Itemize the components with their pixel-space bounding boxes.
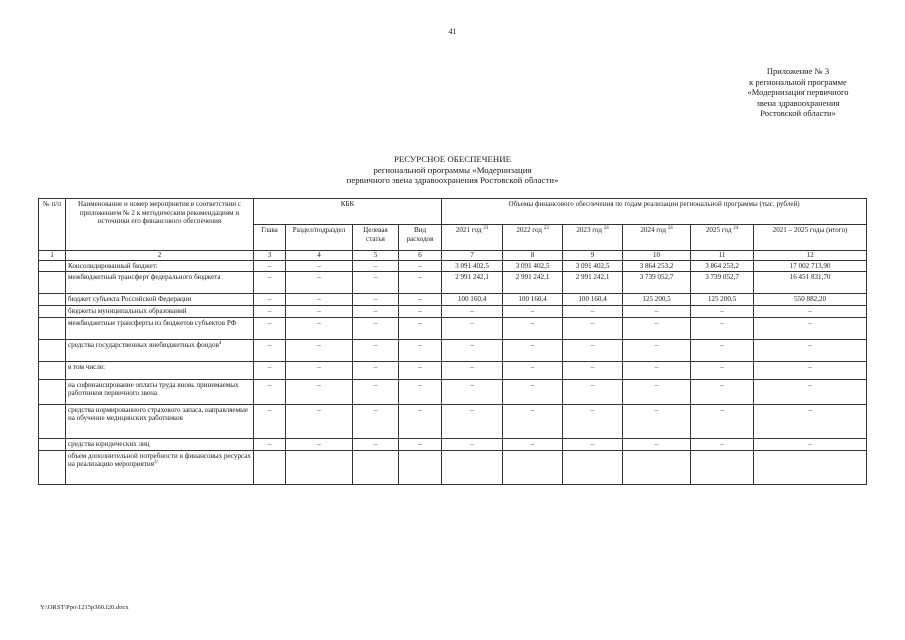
kbk-cell (399, 450, 442, 484)
kbk-cell: – (353, 294, 399, 306)
kbk-cell (286, 450, 353, 484)
value-cell: – (691, 438, 754, 450)
header-year-2023 (563, 225, 623, 251)
header-celevaya: Целевая статья (353, 225, 399, 251)
value-cell: – (691, 306, 754, 318)
footnote-ref: 4 (218, 340, 222, 346)
column-index: 11 (691, 251, 754, 261)
row-name-cell (66, 450, 254, 484)
value-cell: 125 200,5 (691, 294, 754, 306)
kbk-cell: – (286, 379, 353, 404)
value-cell: 3 864 253,2 (691, 260, 754, 272)
document-title (0, 154, 905, 186)
value-cell: – (563, 339, 623, 361)
value-cell: – (691, 361, 754, 379)
row-name-cell (66, 260, 254, 272)
table-body (39, 260, 867, 484)
kbk-cell: – (254, 379, 286, 404)
row-number-cell (39, 294, 66, 306)
row-name-cell (66, 306, 254, 318)
row-number-cell (39, 450, 66, 484)
value-cell: – (623, 379, 691, 404)
header-num: № п/п (39, 199, 66, 251)
kbk-cell: – (353, 438, 399, 450)
kbk-cell: – (353, 339, 399, 361)
footnote-ref: 3/ (153, 460, 158, 466)
kbk-cell: – (399, 404, 442, 438)
kbk-cell: – (254, 260, 286, 272)
table-row (39, 450, 867, 484)
table-row (39, 379, 867, 404)
column-index: 1 (39, 251, 66, 261)
kbk-cell: – (353, 404, 399, 438)
value-cell: 3 091 402,5 (503, 260, 563, 272)
kbk-cell: – (353, 260, 399, 272)
kbk-cell: – (254, 438, 286, 450)
footnote-ref: 23 (543, 226, 549, 231)
value-cell: 3 864 253,2 (623, 260, 691, 272)
row-name-cell (66, 317, 254, 339)
kbk-cell: – (399, 361, 442, 379)
header-total: 2021 – 2025 годы (итого) (754, 225, 867, 251)
kbk-cell: – (254, 317, 286, 339)
year-label: 2024 год (640, 226, 666, 234)
column-index: 7 (442, 251, 503, 261)
column-index: 10 (623, 251, 691, 261)
value-cell: – (623, 306, 691, 318)
column-index: 9 (563, 251, 623, 261)
appendix-line: к региональной программе (749, 76, 847, 87)
kbk-cell: – (353, 361, 399, 379)
value-cell: – (691, 379, 754, 404)
row-name: бюджет субъекта Российской Федерации (68, 295, 192, 304)
kbk-cell: – (353, 306, 399, 318)
kbk-cell: – (286, 404, 353, 438)
kbk-cell: – (399, 294, 442, 306)
column-index: 5 (353, 251, 399, 261)
footnote-ref: 24 (667, 226, 673, 231)
value-cell: 100 160,4 (442, 294, 503, 306)
table-row (39, 317, 867, 339)
table-row (39, 339, 867, 361)
title-line: региональной программы «Модернизация (373, 164, 532, 175)
value-cell: 16 451 831,70 (754, 272, 867, 294)
value-cell: – (503, 306, 563, 318)
value-cell (503, 450, 563, 484)
value-cell: – (503, 317, 563, 339)
year-label: 2025 год (705, 226, 732, 234)
kbk-cell: – (399, 438, 442, 450)
row-number-cell (39, 306, 66, 318)
value-cell: 3 091 402,5 (563, 260, 623, 272)
row-name: на софинансирование оплаты труда вновь принимаемых работников первичного звена (68, 380, 239, 398)
value-cell: 3 739 052,7 (623, 272, 691, 294)
title-line: РЕСУРСНОЕ ОБЕСПЕЧЕНИЕ (394, 154, 511, 164)
column-index-row (39, 251, 867, 261)
value-cell: – (442, 306, 503, 318)
row-number-cell (39, 404, 66, 438)
row-number-cell (39, 361, 66, 379)
header-kbk: КБК (254, 199, 442, 225)
year-label: 2021 год (455, 226, 482, 234)
kbk-cell: – (353, 317, 399, 339)
kbk-cell: – (254, 339, 286, 361)
value-cell: 3 091 402,5 (442, 260, 503, 272)
value-cell: – (442, 438, 503, 450)
kbk-cell: – (254, 306, 286, 318)
value-cell (754, 450, 867, 484)
kbk-cell: – (254, 361, 286, 379)
column-index: 6 (399, 251, 442, 261)
value-cell: – (563, 317, 623, 339)
row-name: средства юридических лиц (68, 439, 150, 448)
row-name-cell (66, 294, 254, 306)
row-name: объем дополнительной потребности в финансовых ресурсах на реализацию мероприятия (68, 451, 251, 469)
row-name: Консолидированный бюджет: (68, 261, 158, 270)
file-path-footer: Y:\ORST\Ppo\1215p360.f20.docx (40, 604, 129, 611)
header-year-2021 (442, 225, 503, 251)
kbk-cell: – (399, 272, 442, 294)
table-row (39, 306, 867, 318)
value-cell: – (623, 317, 691, 339)
header-glava: Глава (254, 225, 286, 251)
kbk-cell: – (286, 260, 353, 272)
row-number-cell (39, 379, 66, 404)
appendix-line: «Модернизация первичного (747, 87, 849, 98)
header-year-2022 (503, 225, 563, 251)
appendix-line: Приложение № 3 (766, 66, 830, 76)
value-cell: – (754, 404, 867, 438)
value-cell: – (563, 438, 623, 450)
year-label: 2022 год (516, 226, 542, 234)
kbk-cell: – (254, 272, 286, 294)
table-row (39, 361, 867, 379)
value-cell (563, 450, 623, 484)
column-index: 2 (66, 251, 254, 261)
column-index: 8 (503, 251, 563, 261)
value-cell: – (563, 379, 623, 404)
table-row (39, 272, 867, 294)
footnote-ref: 24 (733, 226, 739, 231)
row-name-cell (66, 339, 254, 361)
value-cell: – (623, 404, 691, 438)
value-cell: 100 160,4 (563, 294, 623, 306)
title-line: первичного звена здравоохранения Ростовской области» (346, 175, 559, 186)
value-cell: 2 991 242,1 (442, 272, 503, 294)
kbk-cell: – (353, 272, 399, 294)
year-label: 2023 год (576, 226, 602, 234)
value-cell: 125 200,5 (623, 294, 691, 306)
kbk-cell: – (254, 294, 286, 306)
value-cell: – (503, 438, 563, 450)
row-name: в том числе: (68, 362, 105, 371)
footnote-ref: 23 (483, 226, 489, 231)
kbk-cell: – (399, 339, 442, 361)
kbk-cell (353, 450, 399, 484)
value-cell: – (754, 361, 867, 379)
row-number-cell (39, 438, 66, 450)
value-cell (442, 450, 503, 484)
value-cell: – (623, 438, 691, 450)
row-name-cell (66, 361, 254, 379)
row-number-cell (39, 272, 66, 294)
header-vid: Вид расходов (399, 225, 442, 251)
kbk-cell: – (399, 379, 442, 404)
row-name: средства нормированного страхового запаса, направляемые на обучение медицинских работников (68, 405, 248, 423)
row-name: средства государственных внебюджетных фондов (68, 340, 219, 349)
kbk-cell: – (353, 379, 399, 404)
value-cell: – (623, 361, 691, 379)
row-number-cell (39, 339, 66, 361)
kbk-cell: – (254, 404, 286, 438)
value-cell: – (442, 404, 503, 438)
header-razdel: Раздел/подраздел (286, 225, 353, 251)
header-year-2024 (623, 225, 691, 251)
kbk-cell: – (286, 339, 353, 361)
row-number-cell (39, 317, 66, 339)
table-row (39, 294, 867, 306)
value-cell: – (754, 339, 867, 361)
value-cell: – (754, 306, 867, 318)
row-name-cell (66, 404, 254, 438)
value-cell: – (442, 339, 503, 361)
value-cell: – (563, 306, 623, 318)
row-number-cell (39, 260, 66, 272)
appendix-line: звена здравоохранения (756, 97, 840, 108)
row-name-cell (66, 379, 254, 404)
kbk-cell: – (399, 317, 442, 339)
value-cell (623, 450, 691, 484)
kbk-cell: – (399, 260, 442, 272)
kbk-cell: – (286, 272, 353, 294)
value-cell: 17 002 713,90 (754, 260, 867, 272)
value-cell: – (754, 379, 867, 404)
column-index: 4 (286, 251, 353, 261)
value-cell: – (503, 339, 563, 361)
value-cell: – (442, 361, 503, 379)
value-cell: – (563, 404, 623, 438)
value-cell: – (442, 379, 503, 404)
resource-table (38, 198, 867, 485)
page-number: 41 (448, 27, 457, 36)
appendix-line: Ростовской области» (760, 108, 836, 119)
kbk-cell: – (286, 317, 353, 339)
value-cell: – (754, 317, 867, 339)
row-name-cell (66, 438, 254, 450)
value-cell: – (442, 317, 503, 339)
table-row (39, 438, 867, 450)
header-name: Наименование и номер мероприятия в соответствии с приложением № 2 к методическим рекомендациям и источники его финансового обеспечения (66, 199, 254, 251)
column-index: 3 (254, 251, 286, 261)
value-cell: – (503, 404, 563, 438)
header-volumes: Объемы финансового обеспечения по годам реализации региональной программы (тыс. рублей) (442, 199, 867, 225)
footnote-ref: 24 (603, 226, 609, 231)
kbk-cell: – (286, 438, 353, 450)
kbk-cell (254, 450, 286, 484)
kbk-cell: – (286, 361, 353, 379)
value-cell (691, 450, 754, 484)
kbk-cell: – (399, 306, 442, 318)
kbk-cell: – (286, 294, 353, 306)
value-cell: – (563, 361, 623, 379)
header-year-2025 (691, 225, 754, 251)
row-name: бюджеты муниципальных образований (68, 307, 187, 316)
value-cell: 100 160,4 (503, 294, 563, 306)
appendix-block (688, 66, 905, 119)
value-cell: 550 882,20 (754, 294, 867, 306)
value-cell: 2 991 242,1 (563, 272, 623, 294)
value-cell: 3 739 052,7 (691, 272, 754, 294)
value-cell: – (691, 404, 754, 438)
value-cell: – (503, 361, 563, 379)
value-cell: – (691, 317, 754, 339)
value-cell: – (691, 339, 754, 361)
value-cell: 2 991 242,1 (503, 272, 563, 294)
kbk-cell: – (286, 306, 353, 318)
row-name: межбюджетные трансферты из бюджетов субъектов РФ (68, 318, 237, 327)
row-name-cell (66, 272, 254, 294)
value-cell: – (754, 438, 867, 450)
value-cell: – (623, 339, 691, 361)
table-row (39, 260, 867, 272)
row-name: межбюджетный трансферт федерального бюджета (68, 273, 221, 282)
column-index: 12 (754, 251, 867, 261)
table-row (39, 404, 867, 438)
value-cell: – (503, 379, 563, 404)
